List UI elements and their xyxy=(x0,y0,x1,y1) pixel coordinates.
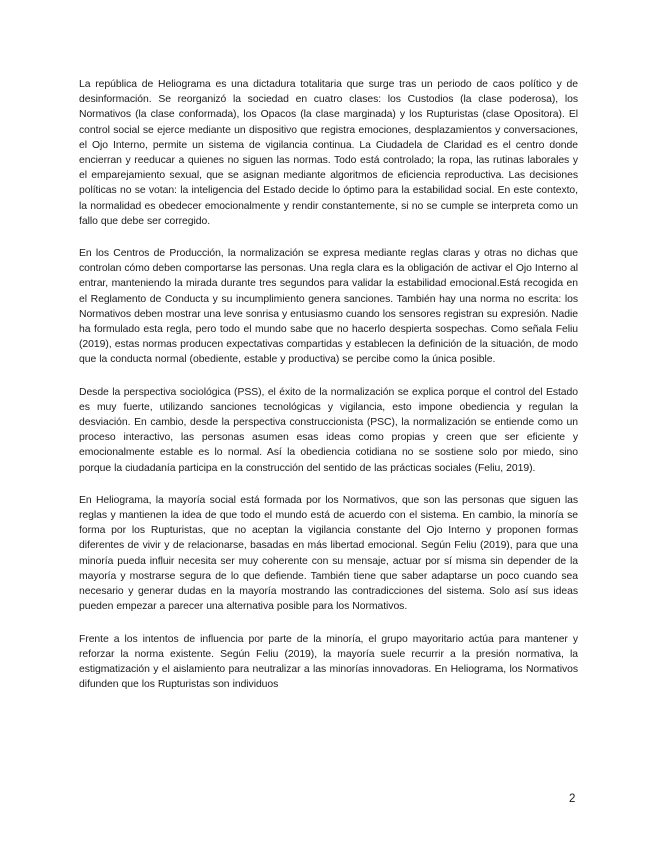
page-body xyxy=(79,77,578,709)
paragraph-influencia-minoria: Frente a los intentos de influencia por parte de la minoría, el grupo mayoritario actúa para mantener y reforzar la norma existente. Según Feliu (2019), la mayoría suele recurrir a la presión normativa, la estigmatización y el aislamiento para neutralizar a las minorías innovadoras. En Heliograma, los Normativos difunden que los Rupturistas son individuos xyxy=(79,633,578,691)
paragraph-intro-heliograma: La república de Heliograma es una dictadura totalitaria que surge tras un periodo de caos político y de desinformación. Se reorganizó la sociedad en cuatro clases: los Custodios (la clase poderosa), los Normativos (la clase conformada), los Opacos (la clase marginada) y los Rupturistas (clase Opositora). El control social se ejerce mediante un dispositivo que registra emociones, desplazamientos y conversaciones, el Ojo Interno, permite un sistema de vigilancia continua. La Ciudadela de Claridad es el centro donde encierran y reeducar a quienes no siguen las normas. Todo está controlado; la ropa, las rutinas laborales y el emparejamiento sexual, que se asignan mediante algoritmos de eficiencia reproductiva. Las decisiones políticas no se votan: la inteligencia del Estado decide lo óptimo para la estabilidad social. En este contexto, la normalidad es obedecer emocionalmente y rendir constantemente, si no se cumple se interpreta como un fallo que debe ser corregido. xyxy=(79,79,578,227)
paragraph-centros-produccion: En los Centros de Producción, la normalización se expresa mediante reglas claras y otras no dichas que controlan cómo deben comportarse las personas. Una regla clara es la obligación de activar el Ojo Interno al entrar, manteniendo la mirada durante tres segundos para validar la estabilidad emocional.Está recogida en el Reglamento de Conducta y su incumplimiento genera sanciones. También hay una norma no escrita: los Normativos deben mostrar una leve sonrisa y entusiasmo cuando los sensores registran su expresión. Nadie ha formulado esta regla, pero todo el mundo sabe que no hacerlo despierta sospechas. Como señala Feliu (2019), estas normas producen expectativas compartidas y establecen la definición de la situación, de modo que la conducta normal (obediente, estable y productiva) se percibe como la única posible. xyxy=(79,248,578,366)
page-number: 2 xyxy=(569,793,576,805)
paragraph-mayoria-minoria: En Heliograma, la mayoría social está formada por los Normativos, que son las personas que siguen las reglas y mantienen la idea de que todo el mundo está de acuerdo con el sistema. En cambio, la minoría se forma por los Rupturistas, que no aceptan la vigilancia constante del Ojo Interno y proponen formas diferentes de vivir y de relacionarse, basadas en más libertad emocional. Según Feliu (2019), para que una minoría pueda influir necesita ser muy coherente con su mensaje, actuar por sí misma sin depender de la mayoría y mostrarse segura de lo que defiende. También tiene que saber adaptarse un poco cuando sea necesario y generar dudas en la mayoría mostrando las contradicciones del sistema. Solo así sus ideas pueden empezar a parecer una alternativa posible para los Normativos. xyxy=(79,494,578,613)
paragraph-perspectiva-sociologica: Desde la perspectiva sociológica (PSS), el éxito de la normalización se explica porque el control del Estado es muy fuerte, utilizando sanciones tecnológicas y vigilancia, esto impone obediencia y regulan la desviación. En cambio, desde la perspectiva construccionista (PSC), la normalización se entiende como un proceso interactivo, las personas asumen esas ideas como propias y creen que ser eficiente y emocionalmente estable es lo normal. Así la obediencia cotidiana no se sostiene solo por miedo, sino porque la ciudadanía participa en la construcción del sentido de las prácticas sociales (Feliu, 2019). xyxy=(79,386,578,474)
